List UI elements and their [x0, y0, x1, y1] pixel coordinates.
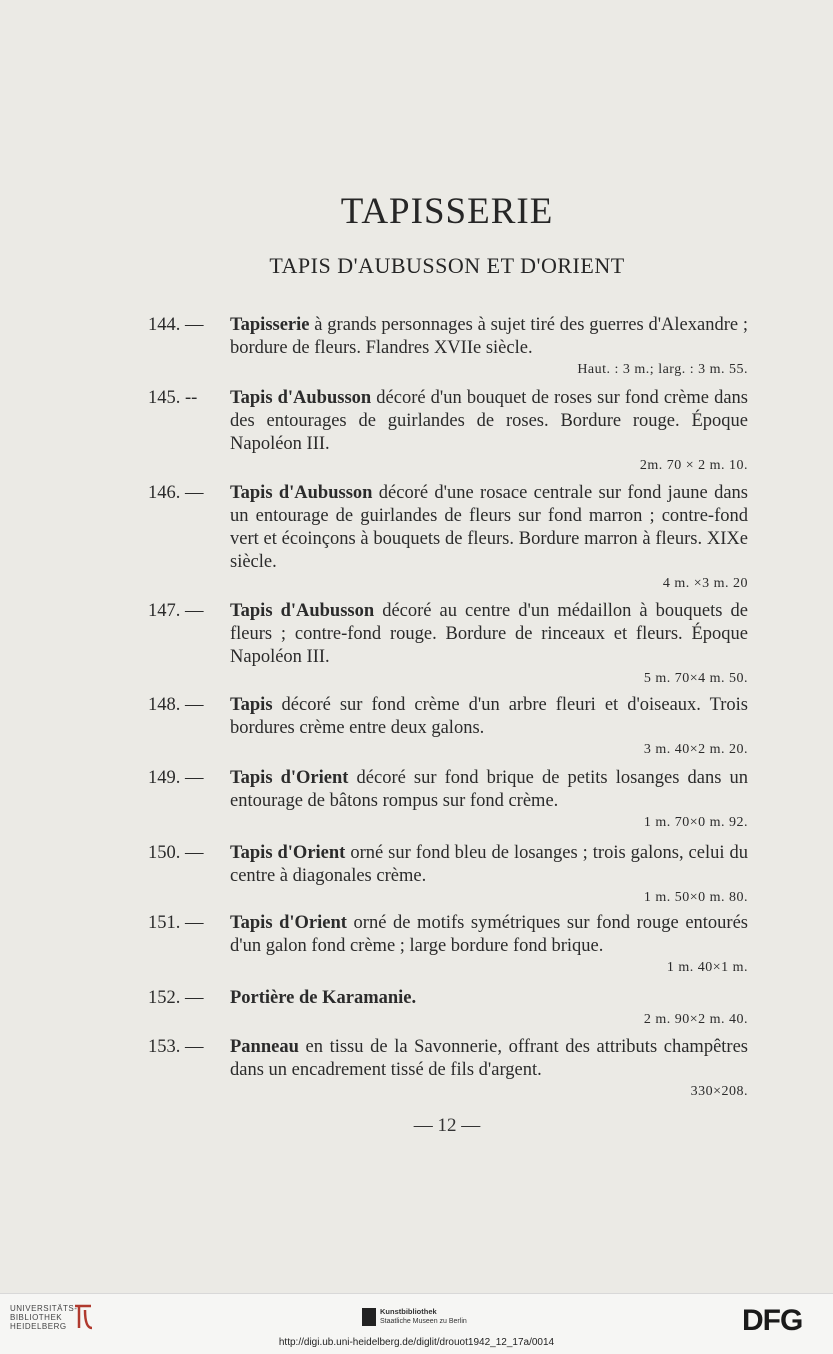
entry-dimensions: 3 m. 40×2 m. 20. [643, 742, 748, 757]
page-url[interactable]: http://digi.ub.uni-heidelberg.de/diglit/drouot1942_12_17a/0014 [278, 1337, 555, 1348]
entry-number: 148. — [148, 695, 204, 715]
catalog-entry [148, 482, 748, 594]
entry-number: 152. — [148, 988, 204, 1008]
entry-text: décoré au centre d'un médaillon à bouquets de fleurs ; contre-fond rouge. Bordure de rinceaux et fleurs. Époque Napoléon III. [230, 601, 748, 667]
entry-dimensions: Haut. : 3 m.; larg. : 3 m. 55. [577, 362, 748, 377]
kunstbibliothek-label[interactable] [380, 1307, 467, 1326]
page-number: — 12 — [413, 1115, 481, 1136]
entry-name: Tapis d'Orient [230, 768, 349, 788]
entry-text: décoré d'une rosace centrale sur fond jaune dans un entourage de guirlandes de fleurs sur fond marron ; contre-fond vert et écoinçons à bouquets de fleurs. Bordure marron à fleurs. XIXe siècle. [230, 483, 748, 572]
entry-number: 144. — [148, 315, 204, 335]
catalog-entry [148, 387, 748, 476]
entry-number: 150. — [148, 843, 204, 863]
kunstbibliothek-logo-icon[interactable] [362, 1308, 376, 1326]
ub-line: HEIDELBERG [10, 1322, 67, 1331]
ub-line: UNIVERSITÄTS- [10, 1304, 78, 1313]
ub-heidelberg-logo-icon[interactable] [72, 1302, 94, 1330]
entry-text: en tissu de la Savonnerie, offrant des attributs champêtres dans un encadrement tissé de fils d'argent. [230, 1037, 748, 1080]
entry-dimensions: 1 m. 70×0 m. 92. [643, 815, 748, 830]
catalog-entry [148, 694, 748, 760]
page-subtitle: TAPIS D'AUBUSSON ET D'ORIENT [269, 253, 625, 278]
catalog-entry [148, 987, 748, 1030]
ub-heidelberg-label[interactable] [10, 1304, 77, 1331]
dfg-logo[interactable]: DFG [742, 1304, 803, 1337]
entry-name: Tapis d'Aubusson [230, 601, 375, 621]
entry-text: orné sur fond bleu de losanges ; trois galons, celui du centre à diagonales crème. [230, 843, 748, 886]
entry-text: décoré sur fond crème d'un arbre fleuri et d'oiseaux. Trois bordures crème entre deux galons. [230, 695, 748, 738]
entry-text: orné de motifs symétriques sur fond rouge entourés d'un galon fond crème ; large bordure fond brique. [230, 913, 748, 956]
entry-dimensions: 330×208. [690, 1084, 748, 1099]
entry-name: Panneau [230, 1037, 299, 1057]
page-title: TAPISSERIE [340, 191, 554, 232]
catalog-entry [148, 842, 748, 908]
entry-name: Tapis [230, 695, 273, 715]
entry-name: Tapis d'Orient [230, 843, 346, 863]
entry-name: Tapis d'Aubusson [230, 483, 373, 503]
entry-name: Portière de Karamanie. [230, 988, 417, 1008]
entry-number: 147. — [148, 601, 204, 621]
entry-text: à grands personnages à sujet tiré des guerres d'Alexandre ; bordure de fleurs. Flandres XVIIe siècle. [230, 315, 748, 358]
catalog-entry [148, 1036, 748, 1102]
entry-dimensions: 4 m. ×3 m. 20 [662, 576, 748, 591]
entry-dimensions: 2 m. 90×2 m. 40. [643, 1012, 748, 1027]
entry-number: 146. — [148, 483, 204, 503]
entry-dimensions: 1 m. 40×1 m. [666, 960, 748, 975]
entry-name: Tapisserie [230, 315, 310, 335]
entry-text: décoré d'un bouquet de roses sur fond crème dans des entourages de guirlandes de roses. Bordure rouge. Époque Napoléon III. [230, 388, 748, 454]
catalog-entry [148, 912, 748, 978]
ub-line: BIBLIOTHEK [10, 1313, 63, 1322]
viewer-footer [0, 1293, 833, 1354]
entry-text: décoré sur fond brique de petits losanges dans un entourage de bâtons rompus sur fond crème. [230, 768, 748, 811]
entry-dimensions: 5 m. 70×4 m. 50. [643, 671, 748, 686]
entry-number: 145. -- [148, 388, 198, 408]
kb-line: Staatliche Museen zu Berlin [380, 1318, 467, 1325]
entry-name: Tapis d'Aubusson [230, 388, 372, 408]
entry-name: Tapis d'Orient [230, 913, 347, 933]
catalog-entry [148, 600, 748, 689]
catalog-entry [148, 314, 748, 380]
entry-number: 153. — [148, 1037, 204, 1057]
entry-dimensions: 1 m. 50×0 m. 80. [643, 890, 748, 905]
entry-number: 149. — [148, 768, 204, 788]
kb-line: Kunstbibliothek [380, 1307, 437, 1316]
entry-number: 151. — [148, 913, 204, 933]
catalog-entry [148, 767, 748, 833]
entry-dimensions: 2m. 70 × 2 m. 10. [639, 458, 748, 473]
